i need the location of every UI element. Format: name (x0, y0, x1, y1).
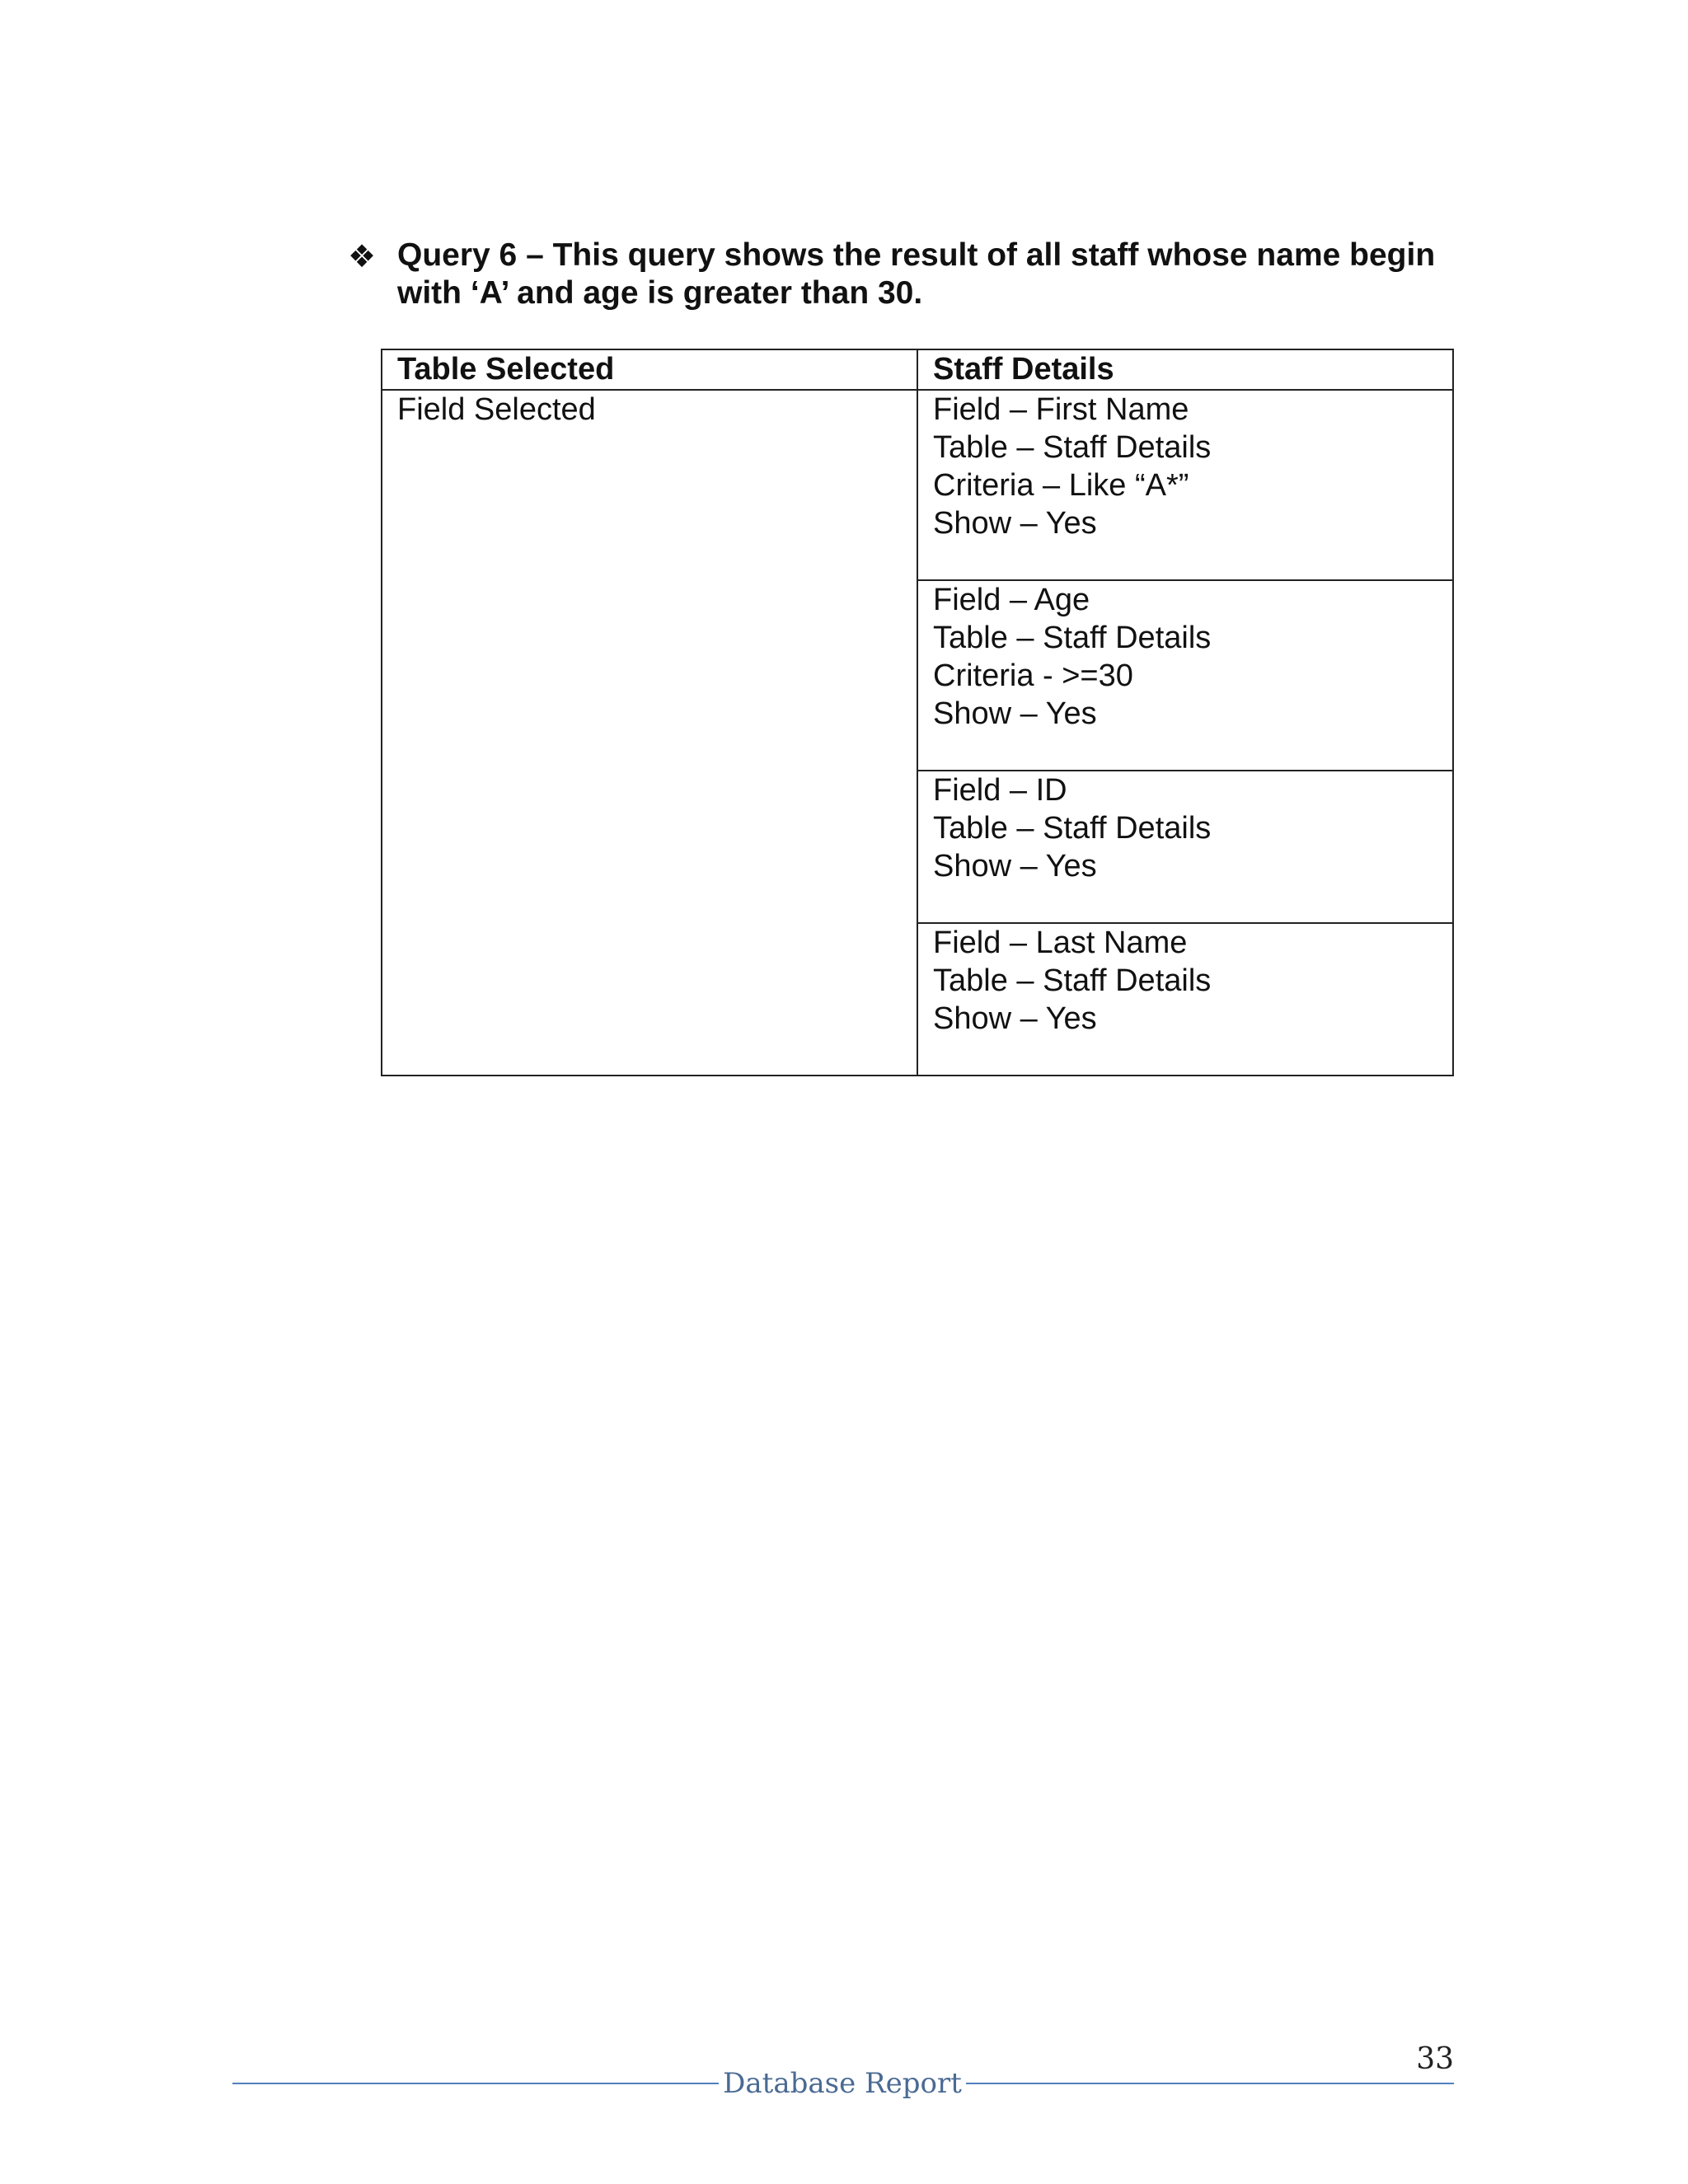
query-design-table (381, 349, 1454, 1076)
field-group-id (917, 771, 1453, 923)
header-cell-table-selected: Table Selected (382, 349, 917, 390)
show-line: Show – Yes (933, 1001, 1097, 1036)
show-line: Show – Yes (933, 506, 1097, 541)
field-line: Field – Age (933, 583, 1090, 617)
field-group-age (917, 580, 1453, 771)
query-heading-text: Query 6 – This query shows the result of all staff whose name begin with ‘A’ and age is greater than 30. (397, 237, 1436, 311)
field-line: Field – ID (933, 773, 1067, 808)
table-line: Table – Staff Details (933, 430, 1212, 465)
criteria-line: Criteria – Like “A*” (933, 468, 1189, 503)
footer-rule-right (966, 2083, 1454, 2084)
field-selected-cell: Field Selected (382, 390, 917, 1076)
show-line: Show – Yes (933, 849, 1097, 883)
query-heading (348, 237, 1469, 312)
field-line: Field – Last Name (933, 926, 1188, 960)
field-line: Field – First Name (933, 392, 1189, 427)
table-row (382, 390, 1453, 580)
page-number: 33 (1416, 2042, 1454, 2076)
table-line: Table – Staff Details (933, 621, 1212, 655)
footer-rule-left (232, 2083, 719, 2084)
header-cell-staff-details: Staff Details (917, 349, 1453, 390)
field-group-last-name (917, 923, 1453, 1076)
show-line: Show – Yes (933, 696, 1097, 731)
footer-title: Database Report (723, 2067, 962, 2100)
criteria-line: Criteria - >=30 (933, 658, 1133, 693)
diamond-bullet-icon: ❖ (348, 240, 377, 274)
table-header-row (382, 349, 1453, 390)
field-group-first-name (917, 390, 1453, 580)
table-line: Table – Staff Details (933, 963, 1212, 998)
table-line: Table – Staff Details (933, 811, 1212, 846)
